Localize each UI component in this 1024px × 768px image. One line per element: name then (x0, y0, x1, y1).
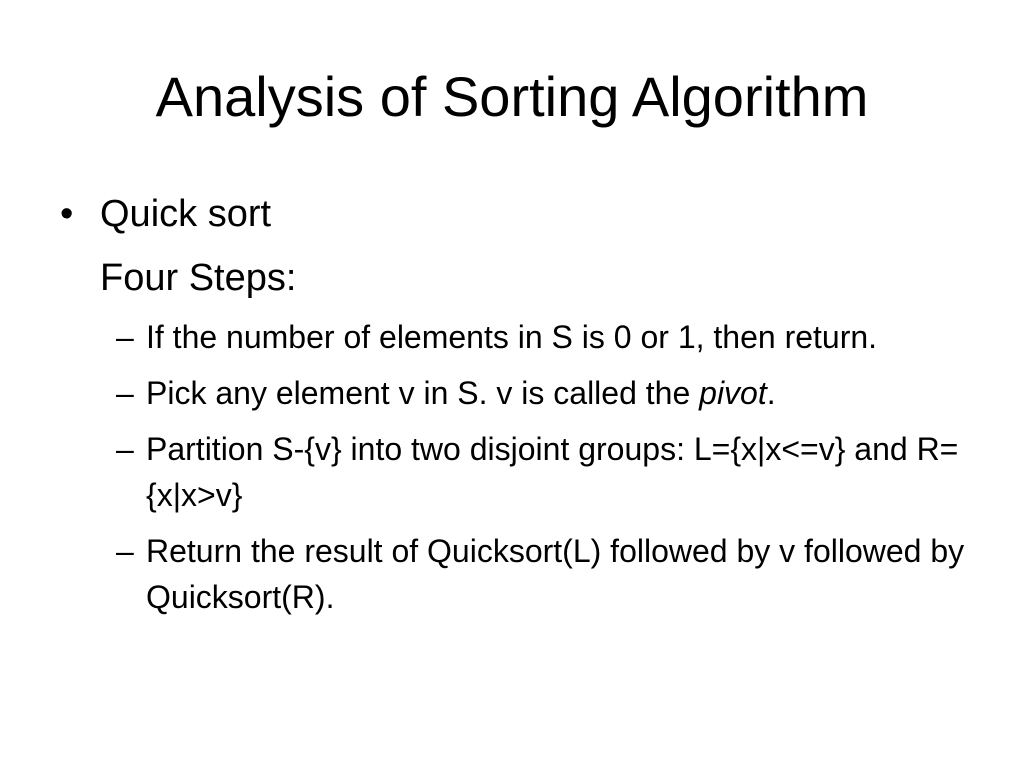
slide-title: Analysis of Sorting Algorithm (155, 65, 869, 128)
bullet-text: Quick sort (100, 193, 272, 235)
dash-marker: – (116, 375, 134, 411)
dash-marker: – (116, 319, 134, 355)
step-text-2-before: Pick any element v in S. v is called the (146, 375, 700, 411)
step-text-3: Partition S-{v} into two disjoint groups: L={x|x<=v} and R={x|x>v} (146, 431, 959, 513)
step-text-2-after: . (766, 375, 776, 411)
step-item-3 (56, 426, 976, 518)
bullet-marker: • (60, 193, 74, 235)
step-text-4: Return the result of Quicksort(L) followed by v followed by Quicksort(R). (146, 533, 965, 615)
step-text-1: If the number of elements in S is 0 or 1, then return. (146, 319, 878, 355)
bullet-subtext: Four Steps: (100, 257, 297, 299)
step-item-1 (56, 314, 976, 360)
bullet-quick-sort (56, 188, 976, 304)
step-item-2 (56, 370, 976, 416)
step-text-2-italic: pivot (699, 375, 767, 411)
dash-marker: – (116, 431, 134, 467)
slide-body (56, 188, 976, 620)
dash-marker: – (116, 533, 134, 569)
step-item-4 (56, 528, 976, 620)
